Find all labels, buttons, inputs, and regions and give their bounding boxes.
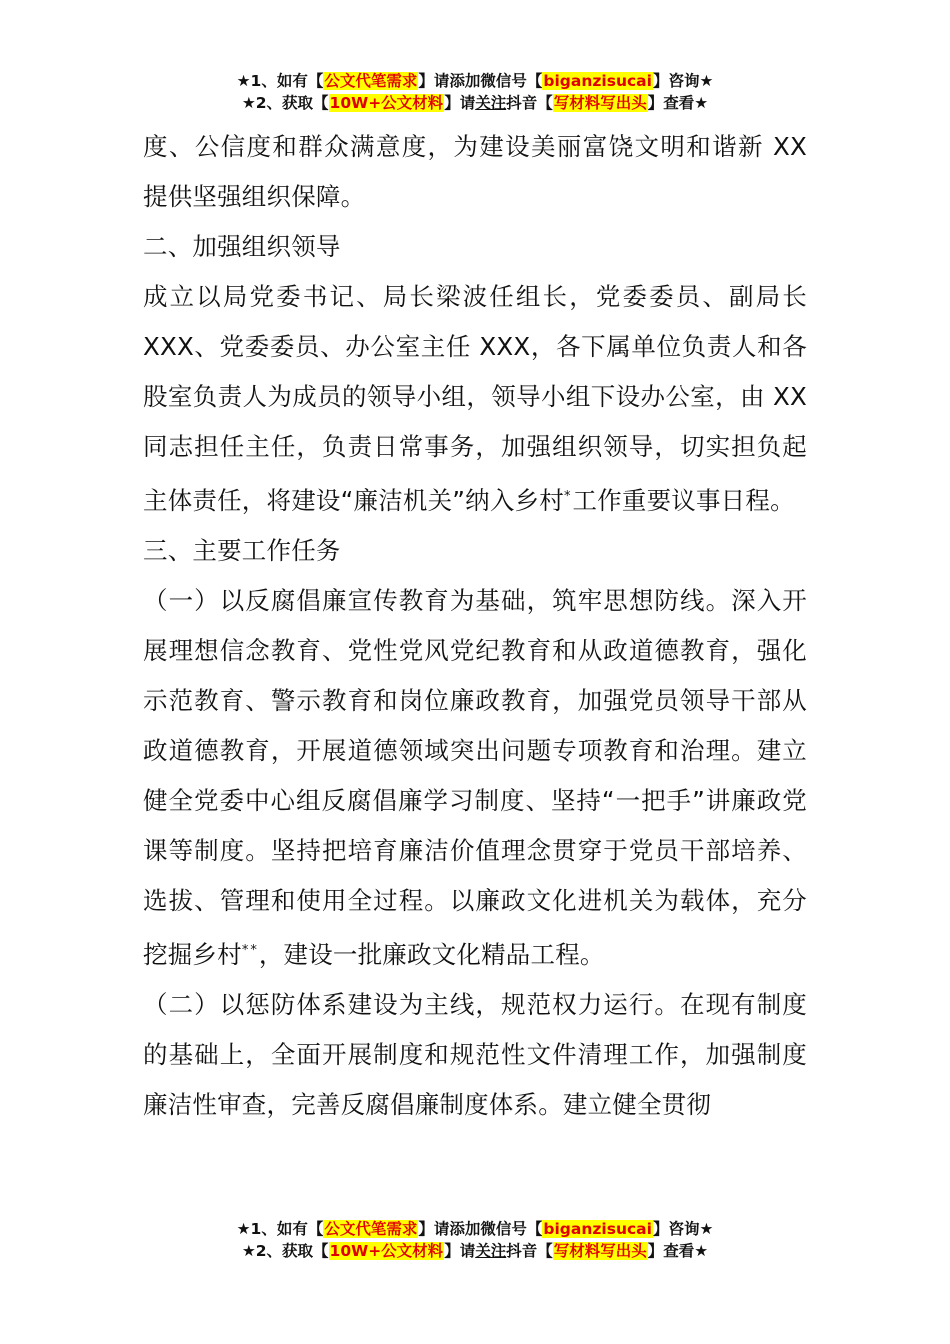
section-heading-3: 三、主要工作任务 — [143, 536, 341, 565]
paragraph-2: 成立以局党委书记、局长梁波任组长，党委委员、副局长 XXX、党委委员、办公室主任 XXX，各下属单位负责人和各股室负责人为成员的领导小组，领导小组下设办公室，由 XX 同志担任主任，负责日常事务，加强组织领导，切实担负起主体责任，将建设“廉洁机关”纳入乡村*工作重要议事日程。 — [143, 282, 807, 515]
paragraph-4: （二）以惩防体系建设为主线，规范权力运行。在现有制度的基础上，全面开展制度和规范性文件清理工作，加强制度廉洁性审查，完善反腐倡廉制度体系。建立健全贯彻 — [143, 990, 807, 1119]
highlight-wechat-id: biganzisucai — [543, 1220, 652, 1238]
highlight-service: 公文代笔需求 — [324, 72, 418, 90]
footer-banner — [0, 1218, 950, 1262]
highlight-douyin: 写材料写出头 — [553, 94, 647, 112]
highlight-wechat-id: biganzisucai — [543, 72, 652, 90]
paragraph-3: （一）以反腐倡廉宣传教育为基础，筑牢思想防线。深入开展理想信念教育、党性党风党纪教育和从政道德教育，强化示范教育、警示教育和岗位廉政教育，加强党员领导干部从政道德教育，开展道德领域突出问题专项教育和治理。建立健全党委中心组反腐倡廉学习制度、坚持“一把手”讲廉政党课等制度。坚持把培育廉洁价值理念贯穿于党员干部培养、选拔、管理和使用全过程。以廉政文化进机关为载体，充分挖掘乡村**，建设一批廉政文化精品工程。 — [143, 586, 807, 969]
banner-line-2: ★2、获取【10W+公文材料】请关注抖音【写材料写出头】查看★ — [241, 1242, 709, 1260]
highlight-douyin: 写材料写出头 — [553, 1242, 647, 1260]
header-banner — [0, 70, 950, 114]
section-heading-2: 二、加强组织领导 — [143, 232, 341, 261]
highlight-service: 公文代笔需求 — [324, 1220, 418, 1238]
banner-line-1: ★1、如有【公文代笔需求】请添加微信号【biganzisucai】咨询★ — [236, 1220, 714, 1238]
paragraph-1: 度、公信度和群众满意度，为建设美丽富饶文明和谐新 XX 提供坚强组织保障。 — [143, 132, 807, 211]
document-body — [143, 122, 807, 1130]
highlight-materials: 10W+公文材料 — [329, 94, 444, 112]
banner-line-2: ★2、获取【10W+公文材料】请关注抖音【写材料写出头】查看★ — [241, 94, 709, 112]
highlight-materials: 10W+公文材料 — [329, 1242, 444, 1260]
banner-line-1: ★1、如有【公文代笔需求】请添加微信号【biganzisucai】咨询★ — [236, 72, 714, 90]
